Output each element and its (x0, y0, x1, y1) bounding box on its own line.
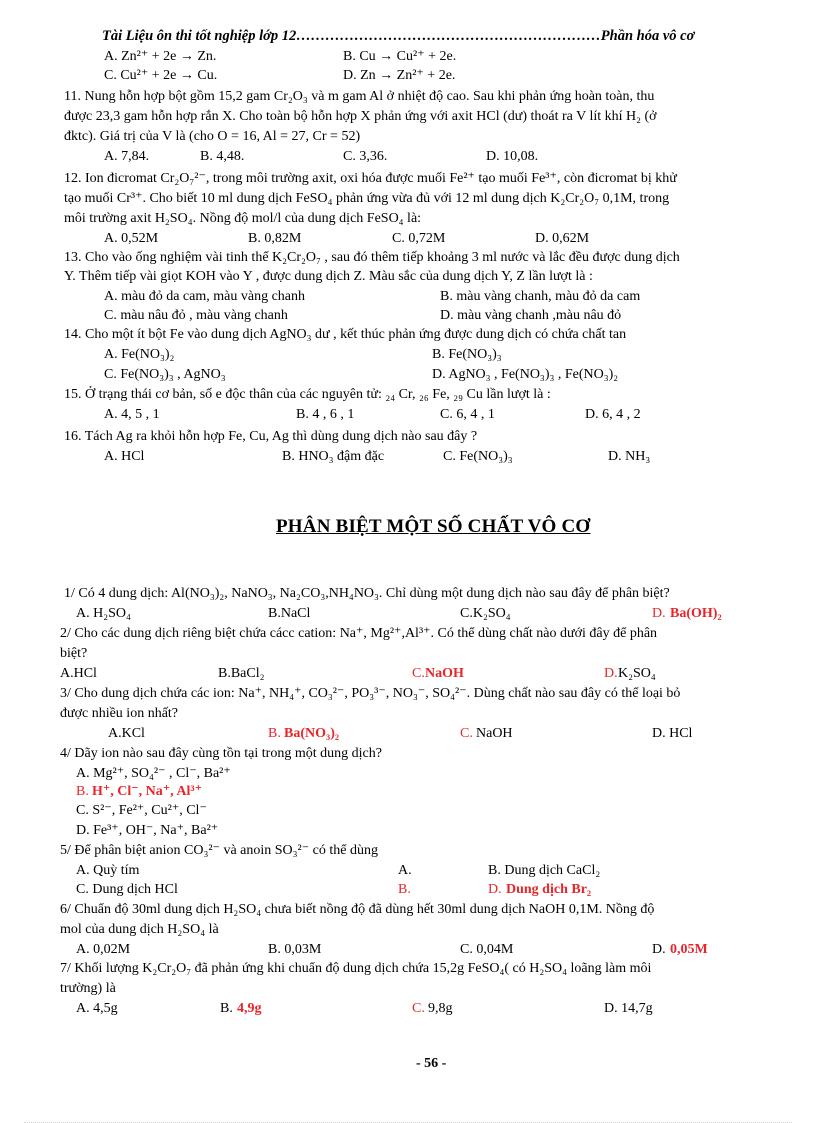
text-line: 12. Ion đicromat Cr₂O₇²⁻, trong môi trường axit, oxi hóa được muối Fe²⁺ tạo muối Fe³⁺, còn đicromat bị khử (64, 171, 677, 186)
text-line: C. Dung dịch HCl (76, 882, 178, 897)
text-line: C. 0,72M (392, 231, 446, 246)
text-line: 4,9g (237, 1001, 262, 1016)
text-line: D. màu vàng chanh ,màu nâu đỏ (440, 308, 622, 323)
text-line: D. 14,7g (604, 1001, 653, 1016)
text-line: 14. Cho một ít bột Fe vào dung dịch AgNO₃ dư , kết thúc phản ứng được dung dịch có chứa chất tan (64, 327, 627, 342)
text-line: C.K₂SO₄ (460, 606, 511, 621)
text-line: A. 0,02M (76, 942, 131, 957)
text-line: A. màu đỏ da cam, màu vàng chanh (104, 289, 305, 304)
text-line: D. (488, 882, 502, 897)
text-line: C. (460, 726, 473, 741)
text-line: 6/ Chuẩn độ 30ml dung dịch H₂SO₄ chưa biết nồng độ đã dùng hết 30ml dung dịch NaOH 0,1M. Nồng độ (60, 902, 655, 917)
text-line: B. (76, 784, 89, 799)
text-line: H⁺, Cl⁻, Na⁺, Al³⁺ (92, 784, 202, 799)
text-line: A.KCl (108, 726, 145, 741)
text-line: B. (268, 726, 281, 741)
text-line: C. 0,04M (460, 942, 514, 957)
text-line: C. S²⁻, Fe²⁺, Cu²⁺, Cl⁻ (76, 803, 207, 818)
text-line: 2/ Cho các dung dịch riêng biệt chứa cácc cation: Na⁺, Mg²⁺,Al³⁺. Có thể dùng chất nào dưới đây để phân (60, 626, 658, 641)
text-line: B.NaCl (268, 606, 311, 621)
text-line: NaOH (476, 726, 513, 741)
text-line: C. (412, 1001, 425, 1016)
text-line: được nhiều ion nhất? (60, 706, 179, 721)
text-line: D. 10,08. (486, 149, 539, 164)
text-line: A. Zn²⁺ + 2e → Zn. (104, 49, 217, 64)
text-line: A. Fe(NO₃)₂ (104, 347, 175, 362)
page-number: - 56 - (416, 1056, 447, 1071)
text-line: 9,8g (428, 1001, 453, 1016)
text-line: được 23,3 gam hỗn hợp rắn X. Cho toàn bộ hỗn hợp X phản ứng với axit HCl (dư) thoát ra V lít khí H₂ (ở (64, 109, 657, 124)
text-line: 4/ Dãy ion nào sau đây cùng tồn tại trong một dung dịch? (60, 746, 382, 761)
text-line: 1/ Có 4 dung dịch: Al(NO₃)₂, NaNO₃, Na₂CO₃,NH₄NO₃. Chỉ dùng một dung dịch nào sau đây để phân biệt? (64, 586, 670, 601)
text-line: 0,05M (670, 942, 708, 957)
text-line: B. 0,82M (248, 231, 302, 246)
text-line: A.HCl (60, 666, 97, 681)
text-line: D. NH₃ (608, 449, 651, 464)
text-line: A. Quỳ tím (76, 863, 140, 878)
text-line: B. 4 , 6 , 1 (296, 407, 355, 422)
text-line: C. 3,36. (343, 149, 388, 164)
text-line: A. HCl (104, 449, 145, 464)
text-line: Ba(NO₃)₂ (284, 726, 340, 741)
text-line: D. (652, 942, 666, 957)
text-line: D. Zn → Zn²⁺ + 2e. (343, 68, 456, 83)
text-line: B. Fe(NO₃)₃ (432, 347, 502, 362)
text-line: 15. Ở trạng thái cơ bản, số e độc thân của các nguyên tử: ₂₄ Cr, ₂₆ Fe, ₂₉ Cu lần lượt là : (64, 387, 551, 402)
text-line: C. (412, 666, 425, 681)
text-line: A. 4,5g (76, 1001, 118, 1016)
text-line: B. (398, 882, 411, 897)
text-line: B.BaCl₂ (218, 666, 265, 681)
text-line: 11. Nung hỗn hợp bột gồm 15,2 gam Cr₂O₃ và m gam Al ở nhiệt độ cao. Sau khi phản ứng hoàn toàn, thu (64, 89, 655, 104)
text-line: A. (398, 863, 412, 878)
text-line: B. Dung dịch CaCl₂ (488, 863, 601, 878)
text-line: C. Fe(NO₃)₃ (443, 449, 513, 464)
text-line: A. 0,52M (104, 231, 159, 246)
text-line: D. 6, 4 , 2 (585, 407, 641, 422)
text-line: C. màu nâu đỏ , màu vàng chanh (104, 308, 288, 323)
text-line: 16. Tách Ag ra khỏi hỗn hợp Fe, Cu, Ag thì dùng dung dịch nào sau đây ? (64, 429, 478, 444)
text-line: 7/ Khối lượng K₂Cr₂O₇ đã phản ứng khi chuẩn độ dung dịch chứa 15,2g FeSO₄( có H₂SO₄ loãng làm môi (60, 961, 652, 976)
text-line: D. 0,62M (535, 231, 590, 246)
text-line: D. AgNO₃ , Fe(NO₃)₃ , Fe(NO₃)₂ (432, 367, 619, 382)
text-line: môi trường axit H₂SO₄. Nồng độ mol/l của dung dịch FeSO₄ là: (64, 211, 422, 226)
text-line: đktc). Giá trị của V là (cho O = 16, Al = 27, Cr = 52) (64, 129, 361, 144)
text-line: Y. Thêm tiếp vài giọt KOH vào Y , được dung dịch Z. Màu sắc của dung dịch Y, Z lần lượt là : (64, 269, 593, 284)
text-line: Ba(OH)₂ (670, 606, 722, 621)
text-line: D. HCl (652, 726, 693, 741)
text-line: D. (652, 606, 666, 621)
text-line: mol của dung dịch H₂SO₄ là (60, 922, 219, 937)
text-line: tạo muối Cr³⁺. Cho biết 10 ml dung dịch FeSO₄ phản ứng vừa đủ với 12 ml dung dịch K₂Cr₂O₇ 0,1M, trong (64, 191, 670, 206)
text-line: Dung dịch Br₂ (506, 882, 592, 897)
text-line: trường) là (60, 981, 116, 996)
text-line: biệt? (60, 646, 88, 661)
text-line: A. H₂SO₄ (76, 606, 131, 621)
text-line: A. 4, 5 , 1 (104, 407, 160, 422)
text-line: C. Cu²⁺ + 2e → Cu. (104, 68, 218, 83)
text-line: B. HNO₃ đậm đặc (282, 449, 385, 464)
text-line: B. Cu → Cu²⁺ + 2e. (343, 49, 457, 64)
text-line: 3/ Cho dung dịch chứa các ion: Na⁺, NH₄⁺, CO₃²⁻, PO₃³⁻, NO₃⁻, SO₄²⁻. Dùng chất nào sau đây có thể loại bỏ (60, 686, 681, 701)
text-line: C. 6, 4 , 1 (440, 407, 495, 422)
text-line: A. 7,84. (104, 149, 150, 164)
section-title: PHÂN BIỆT MỘT SỐ CHẤT VÔ CƠ (276, 516, 591, 537)
text-line: D. Fe³⁺, OH⁻, Na⁺, Ba²⁺ (76, 823, 219, 838)
text-line: 13. Cho vào ống nghiệm vài tinh thể K₂Cr₂O₇ , sau đó thêm tiếp khoảng 3 ml nước và lắc đều được dung dịch (64, 250, 680, 265)
text-line: B. 0,03M (268, 942, 322, 957)
text-line: 5/ Để phân biệt anion CO₃²⁻ và anoin SO₃²⁻ có thể dùng (60, 843, 378, 858)
text-line: B. 4,48. (200, 149, 245, 164)
text-line: B. màu vàng chanh, màu đỏ da cam (440, 289, 641, 304)
text-line: NaOH (425, 666, 464, 681)
text-line: C. Fe(NO₃)₃ , AgNO₃ (104, 367, 226, 382)
text-line: B. (220, 1001, 233, 1016)
text-line: A. Mg²⁺, SO₄²⁻ , Cl⁻, Ba²⁺ (76, 766, 231, 781)
page-header: Tài Liệu ôn thi tốt nghiệp lớp 12………………………………………………………Phần hóa vô cơ (102, 28, 695, 44)
text-line: D. (604, 666, 618, 681)
text-line: K₂SO₄ (618, 666, 656, 681)
